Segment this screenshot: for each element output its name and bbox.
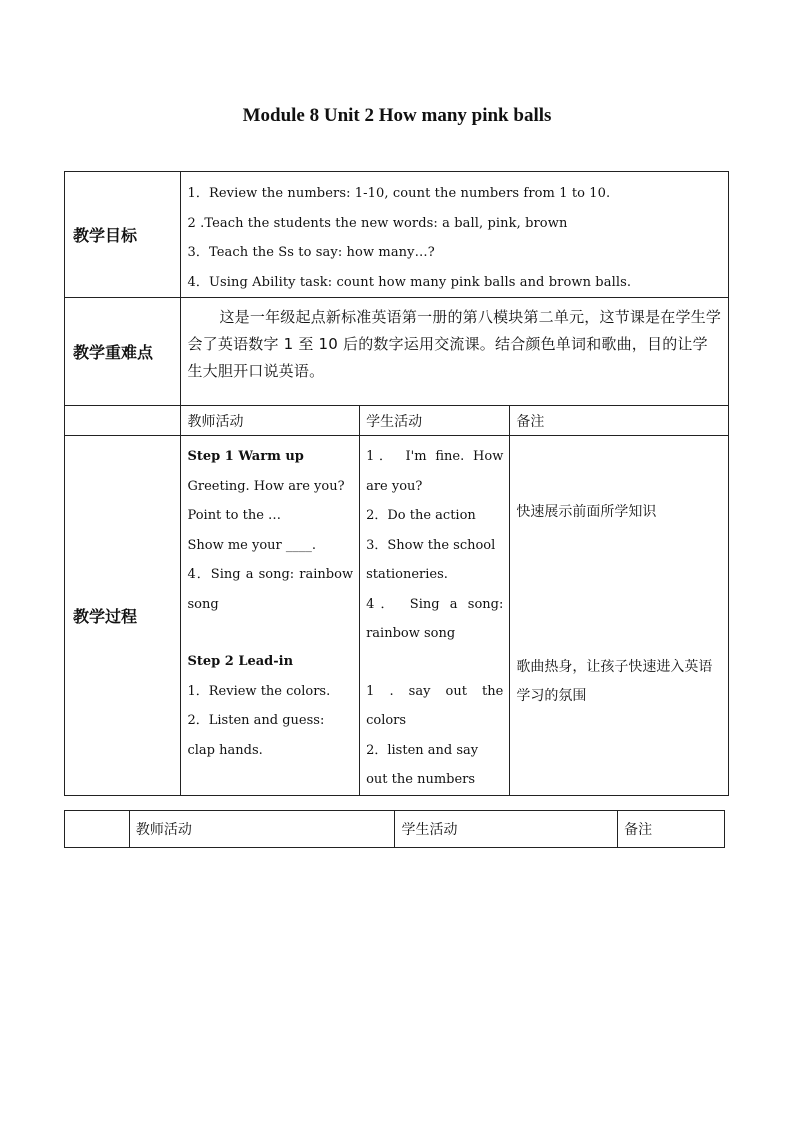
objective-item-4: 4．Using Ability task: count how many pink balls and brown balls. xyxy=(187,274,632,290)
student-activities xyxy=(360,436,510,796)
difficulty-label: 教学重难点 xyxy=(65,298,181,406)
teacher-line: 2．Listen and guess: clap hands. xyxy=(187,713,325,758)
secondary-header-notes: 备注 xyxy=(618,811,725,848)
difficulty-content xyxy=(181,298,729,406)
teacher-line: Greeting. How are you? xyxy=(187,478,345,494)
teacher-line: Point to the … xyxy=(187,508,282,523)
objective-item-3: 3．Teach the Ss to say: how many…? xyxy=(187,245,435,260)
student-line: 3．Show the school stationeries. xyxy=(366,537,496,582)
student-line: 1． I'm fine. How are you? xyxy=(366,449,504,494)
objective-item-1: 1．Review the numbers: 1-10, count the numbers from 1 to 10. xyxy=(187,186,611,201)
teacher-activities xyxy=(181,436,360,796)
difficulty-row xyxy=(65,298,729,406)
objective-item-2: 2 .Teach the students the new words: a ball, pink, brown xyxy=(187,215,568,231)
student-line: 2．Do the action xyxy=(366,508,476,523)
process-row xyxy=(65,436,729,796)
notes-column xyxy=(510,436,729,796)
student-line: 1 . say out the colors xyxy=(366,683,504,728)
note-step1: 快速展示前面所学知识 xyxy=(516,504,657,520)
teacher-line: 4．Sing a song: rainbow song xyxy=(187,567,354,612)
secondary-table xyxy=(64,810,725,848)
header-notes: 备注 xyxy=(510,406,729,436)
teacher-line: Show me your ____. xyxy=(187,537,317,553)
note-step2: 歌曲热身，让孩子快速进入英语学习的氛围 xyxy=(516,659,713,704)
step1-title: Step 1 Warm up xyxy=(187,449,304,464)
secondary-header-row xyxy=(65,811,725,848)
process-label: 教学过程 xyxy=(65,436,181,796)
header-blank xyxy=(65,406,181,436)
step2-title: Step 2 Lead-in xyxy=(187,654,294,669)
page-title: Module 8 Unit 2 How many pink balls xyxy=(242,105,552,126)
student-line: 4． Sing a song: rainbow song xyxy=(366,596,504,641)
secondary-header-student: 学生活动 xyxy=(395,811,618,848)
header-teacher: 教师活动 xyxy=(181,406,360,436)
objectives-label: 教学目标 xyxy=(65,172,181,298)
objectives-row xyxy=(65,172,729,298)
difficulty-text: 这是一年级起点新标准英语第一册的第八模块第二单元，这节课是在学生学会了英语数字 1 至 10 后的数字运用交流课。结合颜色单词和歌曲，目的让学生大胆开口说英语。 xyxy=(187,308,722,380)
lesson-plan-table xyxy=(64,171,729,796)
student-line: 2．listen and say out the numbers xyxy=(366,742,479,787)
secondary-header-teacher: 教师活动 xyxy=(129,811,395,848)
teacher-line: 1．Review the colors. xyxy=(187,683,331,699)
objectives-content xyxy=(181,172,729,298)
column-header-row xyxy=(65,406,729,436)
header-student: 学生活动 xyxy=(360,406,510,436)
secondary-header-blank xyxy=(65,811,130,848)
